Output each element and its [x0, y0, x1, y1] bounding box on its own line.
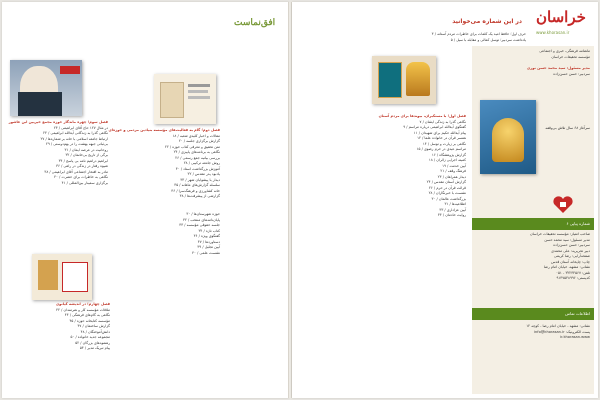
toc-line: ابراهیم دراهیم نامه بی پاسخ / ۳۴ — [58, 158, 108, 163]
section-four — [10, 302, 110, 352]
toc-line: مدیر مسئول: سید محمد حسن — [544, 237, 590, 242]
toc-line: همسر قرآن در خانواده علما / ۱۲ — [417, 136, 466, 140]
section-title: فصل چهارم؛ در اندیشه کیانوی — [55, 302, 110, 306]
section-title: فصل اول؛ با مستکبران، بیوندها برای مردم آستان — [378, 114, 466, 118]
toc-line: پایان‌نامه‌های منتخب / ۳۲ — [182, 217, 220, 222]
toc-line: گزارش برگزاری جلسه / ۲۰ — [178, 139, 220, 143]
toc-line: یادداشت سردبیر؛ توسل کمالی و مقابله با سیل / ۵ — [450, 37, 526, 42]
toc-line: آیین خدمت / ۱۹ — [442, 163, 466, 168]
intro-list — [326, 32, 526, 43]
toc-line: رهنمودهای بزرگان / ۵۲ — [75, 340, 110, 345]
right-page — [292, 2, 598, 398]
toc-line: گزارش آستان مقدس / ۲۴ — [426, 180, 466, 184]
cover-thumbnail-hadith — [10, 60, 82, 116]
toc-line: کمیته اجرایی زائران / ۱۸ — [428, 158, 466, 162]
masthead-editor: سردبیر: حسن حسن‌زاده — [553, 71, 590, 76]
toc-line: قرائت قرآن در حرم / ۲۶ — [428, 185, 466, 190]
toc-line: مادر به افتخار اجتماعی آقای ابراهیمی / ۳۸ — [44, 169, 108, 174]
toc-line: نگاهی گذرا به زندگانی آیة‌الله ابراهیمی / ۲۴ — [43, 131, 108, 135]
magazine-logo: خراسان — [536, 8, 586, 26]
column-mid-list — [120, 212, 220, 256]
cover-thumbnail-gold — [372, 56, 436, 104]
toc-line: مقالات و اخبار کلیدی شعبه / ۱۸ — [172, 133, 220, 138]
heart-logo — [552, 196, 574, 214]
toc-line: در مثال ۱۲۷ حاج آقای ابراهیمی / ۲۳ — [53, 125, 108, 130]
section-one — [326, 114, 466, 219]
toc-line: روایت خادمان / ۳۴ — [437, 213, 466, 217]
masthead-sidebar — [472, 46, 594, 394]
toc-line: آموزش بزرگداشت استاد / ۳۰ — [175, 166, 220, 171]
masthead-bottom — [476, 324, 590, 341]
toc-line: حرف اول؛ حافظ امید یک کلمات برای خاطرات مردم آستانه / ۳ — [431, 32, 526, 36]
toc-line: تلفن: ۳۲۲۳۴۵۶۷ - ۰۵۱ — [556, 270, 590, 275]
section-two — [108, 128, 220, 200]
toc-line: حوزه شهرستان‌ها / ۳۰ — [186, 212, 220, 216]
toc-line: سردبیر: حسن حسن‌زاده — [553, 243, 590, 247]
section-title: فصل سوم؛ چهره ماندگار حوزه مجمع خیریین ابن عاشور — [8, 120, 108, 124]
toc-line: نگاهی به گام‌های فرهنگی / ۴۴ — [64, 313, 110, 317]
toc-line: نگاهی به خاطرات برای حضرت / ۴۰ — [54, 175, 108, 179]
toc-line: دانش‌آموختگان / ۴۸ — [80, 329, 110, 334]
toc-line: شیوه رفتار در زندگی در راهی / ۳۶ — [56, 164, 108, 168]
toc-line: چاپ: چاپخانه آستان قدس — [551, 259, 590, 264]
toc-line: ملاقات مؤسسه کار و هنرمندان / ۴۲ — [56, 307, 110, 312]
toc-line: پیام آیة‌الله حکیم برای شهیدان / ۱۱ — [413, 130, 466, 135]
logo-tag: www.khorasan.ir — [536, 30, 570, 35]
toc-line: روحانیت در عرصه ایمان / ۳۱ — [64, 147, 108, 152]
toc-line: گزارش پژوهشگاه / ۱۶ — [431, 152, 466, 157]
green-bar-2 — [472, 308, 594, 320]
toc-line: بزرگداشت عالمان / ۳۰ — [431, 196, 466, 201]
green-bar-1 — [472, 218, 594, 230]
toc-line: کدپستی: ۹۱۳۷۵۴۸۹۹۶ — [556, 276, 590, 280]
toc-line: جلسه حقوقی مؤسسه / ۳۳ — [179, 223, 220, 227]
masthead-desc-2: مؤسسه تحقیقات خراسان — [551, 54, 590, 59]
toc-line: نشست با خبرنگاران / ۲۸ — [428, 191, 466, 195]
cover-thumbnail-fourth — [32, 254, 92, 300]
toc-line: متن تحقیق و معرفی کتاب حوزه / ۲۲ — [164, 144, 220, 149]
toc-line: بررسی بیانیه جمع رسمی / ۲۶ — [175, 155, 220, 160]
toc-line: گفتگوی آیة‌الله ابراهیمی درباره مراسم / ۹ — [403, 125, 466, 129]
green-bar-label: شماره پیاپی ۶ — [566, 221, 590, 226]
toc-line: روش جامعه ترکیبی / ۲۸ — [183, 161, 220, 165]
toc-line: یادبود پدر مقدس / ۳۲ — [187, 172, 220, 176]
toc-line: مؤسسه کتابخانه حوزه / ۴۵ — [69, 318, 110, 323]
toc-line: صفحه‌آرایی: رضا کریمی — [554, 254, 590, 258]
toc-line: پست الکترونیک: info@khorasan.ir — [534, 329, 590, 334]
toc-line: گزارشی از پیشرفت‌ها / ۳۸ — [179, 194, 220, 198]
section-title: فصل دوم؛ گام به فعالیت‌های مؤسسه بنیادین مردمی و حوزه‌ای — [108, 128, 220, 132]
toc-line: ارتباط جامعه اسلامی با خانه بر شماره‌ها / ۲۷ — [40, 136, 108, 141]
toc-line: گفتگوی ویژه / ۳۶ — [193, 234, 220, 238]
toc-line: صاحب امتیاز: مؤسسه تحقیقات خراسان — [530, 232, 590, 236]
toc-line: فرهنگ وقف / ۲۱ — [440, 169, 466, 173]
toc-line: نشانی: مشهد - خیابان امام رضا - کوچه ۱۲ — [526, 324, 590, 328]
left-page — [2, 2, 289, 398]
toc-line: برگی از تاریخ بی‌خانمان / ۳۲ — [65, 153, 108, 157]
green-bar-label: اطلاعات تماس — [565, 311, 590, 316]
masthead-manager: مدیر مسئول: سید محمد حسن نوری — [526, 66, 590, 70]
toc-line: کتاب تازه / ۳۴ — [198, 228, 220, 233]
toc-line: بی‌ثباتی جبهه بهشت را در بهم‌دوستی / ۲۹ — [45, 142, 108, 146]
toc-line: نگاهی به برنامه‌های پاییزی / ۲۴ — [173, 150, 220, 154]
masthead-desc-1: ماهنامه فرهنگی، خبری و اجتماعی — [539, 49, 590, 53]
toc-line: برگزاری سمینار بین‌المللی / ۴۱ — [61, 180, 108, 185]
toc-line: نگاهی گذرا به زندگی ایشان / ۷ — [419, 119, 466, 124]
toc-line: گزارش ساختمان / ۴۷ — [77, 324, 110, 328]
toc-line: مراسم عیدی در حرم رضوی / ۱۵ — [416, 147, 466, 151]
masthead-info — [476, 232, 590, 282]
toc-line: دیدار با پیشوایان شهر / ۳۳ — [180, 177, 220, 182]
cover-caption: سرآغاز ۶۸ سال تلاش بی‌وقفه — [545, 126, 590, 130]
cover-gold-dome — [480, 100, 536, 174]
toc-line: سلسله گزارش‌های ماهانه / ۳۵ — [174, 183, 220, 187]
toc-line: نشانی: مشهد، خیابان امام رضا — [543, 265, 590, 269]
toc-line: آیین عزاداری / ۳۳ — [439, 207, 466, 212]
toc-line: آیین تجلیل / ۳۹ — [197, 245, 220, 249]
toc-title: در این شماره می‌خوانید — [452, 18, 522, 25]
toc-line: نشست علمی / ۴۰ — [192, 250, 220, 255]
toc-line: دستاوردها / ۳۷ — [197, 239, 220, 244]
toc-line: اطلاعیه‌ها / ۳۱ — [444, 202, 466, 206]
toc-line: پیام تبریک مدیر / ۵۳ — [79, 346, 110, 350]
toc-line: نگاهی بر زیارت و توسل / ۱۴ — [422, 141, 466, 146]
toc-line: خانه کشاورزی و فرهنگ‌سرا / ۳۶ — [171, 188, 220, 193]
toc-line: ir.khorasan.www — [560, 335, 590, 339]
toc-line: مجموعه جدید خانواده / ۵۰ — [70, 335, 110, 339]
toc-line: دبیر تحریریه: علی محمدی — [551, 248, 590, 253]
section-hadith — [10, 120, 108, 186]
cover-thumbnail-report — [154, 74, 216, 124]
toc-line: دیدار همراهان / ۲۳ — [437, 174, 466, 179]
corner-logo: افق‌نماست — [234, 18, 276, 28]
